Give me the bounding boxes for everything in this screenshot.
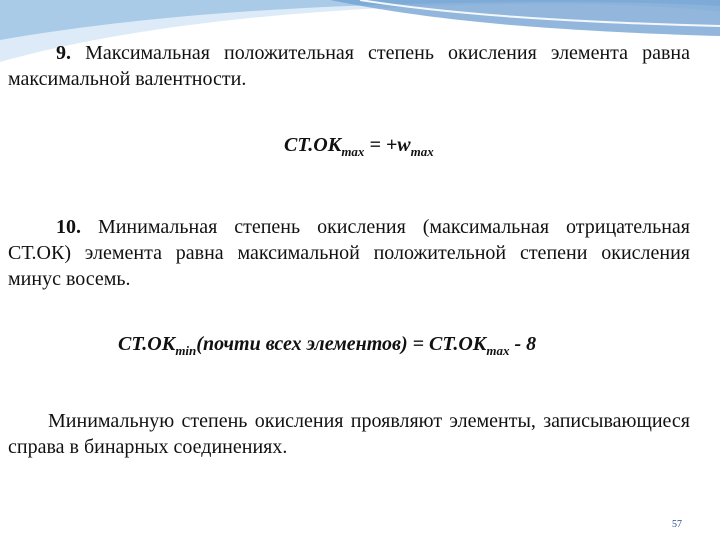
item-9-number: 9. [56, 42, 71, 64]
formula1-left: СТ.ОК [284, 134, 342, 156]
formula2-right-subscript: max [486, 343, 510, 358]
paragraph-note [8, 408, 690, 460]
item-10-text: Минимальная степень окисления (максимальная отрицательная СТ.ОК) элемента равна максимальной положительной степени окисления минус восемь. [8, 216, 690, 290]
paragraph-item-10 [8, 214, 690, 292]
formula1-left-subscript: max [341, 144, 365, 159]
formula2-tail: - 8 [509, 333, 537, 355]
note-text: Минимальную степень окисления проявляют элементы, записывающиеся справа в бинарных соединениях. [8, 410, 690, 458]
item-10-number: 10. [56, 216, 81, 238]
formula1-middle: = +w [364, 134, 411, 156]
formula2-left-subscript: min [175, 343, 197, 358]
slide-page-number: 57 [672, 519, 682, 530]
formula-min-oxidation-state [118, 333, 536, 359]
formula2-middle: (почти всех элементов) = СТ.ОК [196, 333, 487, 355]
formula-max-oxidation-state [284, 134, 434, 160]
paragraph-item-9 [8, 40, 690, 92]
formula2-left: СТ.ОК [118, 333, 176, 355]
formula1-right-subscript: max [410, 144, 434, 159]
item-9-text: Максимальная положительная степень окисления элемента равна максимальной валентности. [8, 42, 690, 90]
